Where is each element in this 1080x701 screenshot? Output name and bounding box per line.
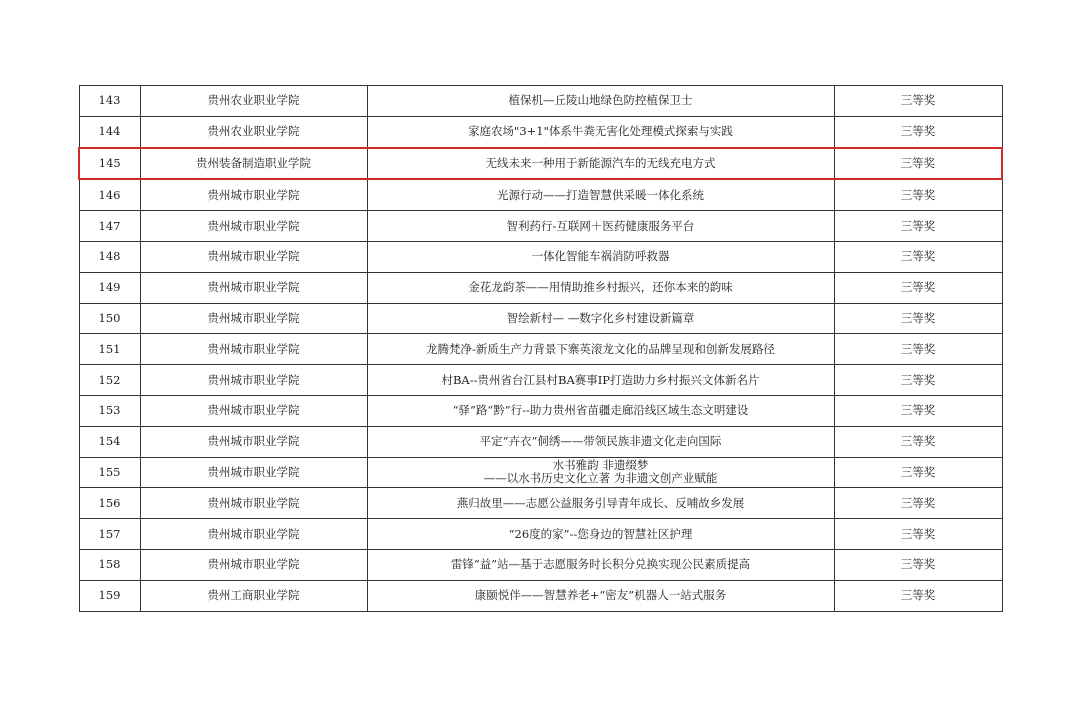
award-level: 三等奖: [834, 179, 1002, 210]
project-title: 一体化智能车祸消防呼救器: [367, 241, 834, 272]
school-name: 贵州农业职业学院: [140, 86, 367, 117]
table-row: [79, 272, 1002, 303]
school-name: 贵州城市职业学院: [140, 426, 367, 457]
project-title: 植保机—丘陵山地绿色防控植保卫士: [367, 86, 834, 117]
table-row: [79, 179, 1002, 210]
table-row: [79, 116, 1002, 147]
row-number: 145: [79, 148, 140, 180]
project-title: 平定“卉衣”侗绣——带领民族非遗文化走向国际: [367, 426, 834, 457]
school-name: 贵州农业职业学院: [140, 116, 367, 147]
project-title: “驿”路“黔”行--助力贵州省苗疆走廊沿线区域生态文明建设: [367, 395, 834, 426]
project-title: 家庭农场"3+1"体系牛粪无害化处理模式探索与实践: [367, 116, 834, 147]
row-number: 158: [79, 549, 140, 580]
award-level: 三等奖: [834, 211, 1002, 242]
award-level: 三等奖: [834, 549, 1002, 580]
award-level: 三等奖: [834, 116, 1002, 147]
row-number: 156: [79, 488, 140, 519]
project-title: 燕归故里——志愿公益服务引导青年成长、反哺故乡发展: [367, 488, 834, 519]
table-row: [79, 303, 1002, 334]
school-name: 贵州城市职业学院: [140, 334, 367, 365]
row-number: 144: [79, 116, 140, 147]
project-title: 康颐悦伴——智慧养老+“密友”机器人一站式服务: [367, 580, 834, 611]
award-level: 三等奖: [834, 365, 1002, 396]
project-title: [367, 457, 834, 488]
project-title-line-1: 水书雅韵 非遗缀梦: [552, 458, 649, 473]
project-title: 智利药行-互联网＋医药健康服务平台: [367, 211, 834, 242]
row-number: 159: [79, 580, 140, 611]
school-name: 贵州城市职业学院: [140, 211, 367, 242]
school-name: 贵州城市职业学院: [140, 519, 367, 550]
table-row: [79, 426, 1002, 457]
awards-table: [78, 85, 1003, 612]
project-title: 村BA--贵州省台江县村BA赛事IP打造助力乡村振兴文体新名片: [367, 365, 834, 396]
award-level: 三等奖: [834, 334, 1002, 365]
table-row: [79, 334, 1002, 365]
row-number: 154: [79, 426, 140, 457]
row-number: 152: [79, 365, 140, 396]
school-name: 贵州工商职业学院: [140, 580, 367, 611]
award-level: 三等奖: [834, 580, 1002, 611]
row-number: 147: [79, 211, 140, 242]
award-level: 三等奖: [834, 426, 1002, 457]
project-title: 光源行动——打造智慧供采暖一体化系统: [367, 179, 834, 210]
table-row: [79, 241, 1002, 272]
project-title: 金花龙韵茶——用情助推乡村振兴，还你本来的韵味: [367, 272, 834, 303]
school-name: 贵州城市职业学院: [140, 272, 367, 303]
row-number: 151: [79, 334, 140, 365]
award-level: 三等奖: [834, 241, 1002, 272]
school-name: 贵州城市职业学院: [140, 395, 367, 426]
row-number: 148: [79, 241, 140, 272]
table-row: [79, 549, 1002, 580]
row-number: 149: [79, 272, 140, 303]
table-row: [79, 457, 1002, 488]
row-number: 143: [79, 86, 140, 117]
table-row: [79, 580, 1002, 611]
highlighted-table-row: [79, 148, 1002, 180]
award-level: 三等奖: [834, 303, 1002, 334]
project-title: “26度的家”--您身边的智慧社区护理: [367, 519, 834, 550]
school-name: 贵州城市职业学院: [140, 241, 367, 272]
row-number: 146: [79, 179, 140, 210]
school-name: 贵州城市职业学院: [140, 179, 367, 210]
award-level: 三等奖: [834, 148, 1002, 180]
table-row: [79, 395, 1002, 426]
project-title: 无线未来一种用于新能源汽车的无线充电方式: [367, 148, 834, 180]
school-name: 贵州城市职业学院: [140, 365, 367, 396]
school-name: 贵州城市职业学院: [140, 457, 367, 488]
table-row: [79, 488, 1002, 519]
award-level: 三等奖: [834, 395, 1002, 426]
table-row: [79, 211, 1002, 242]
award-level: 三等奖: [834, 86, 1002, 117]
project-title: 智绘新村— —数字化乡村建设新篇章: [367, 303, 834, 334]
table-row: [79, 519, 1002, 550]
table-row: [79, 365, 1002, 396]
award-level: 三等奖: [834, 519, 1002, 550]
award-level: 三等奖: [834, 457, 1002, 488]
project-title: 龙腾梵净-新质生产力背景下寨英滚龙文化的品牌呈现和创新发展路径: [367, 334, 834, 365]
school-name: 贵州城市职业学院: [140, 549, 367, 580]
row-number: 157: [79, 519, 140, 550]
award-level: 三等奖: [834, 488, 1002, 519]
row-number: 155: [79, 457, 140, 488]
award-level: 三等奖: [834, 272, 1002, 303]
school-name: 贵州装备制造职业学院: [140, 148, 367, 180]
project-title: 雷锋“益”站—基于志愿服务时长积分兑换实现公民素质提高: [367, 549, 834, 580]
school-name: 贵州城市职业学院: [140, 488, 367, 519]
row-number: 153: [79, 395, 140, 426]
project-title-line-2: ——以水书历史文化立著 为非遗文创产业赋能: [483, 471, 718, 486]
table-row: [79, 86, 1002, 117]
school-name: 贵州城市职业学院: [140, 303, 367, 334]
row-number: 150: [79, 303, 140, 334]
